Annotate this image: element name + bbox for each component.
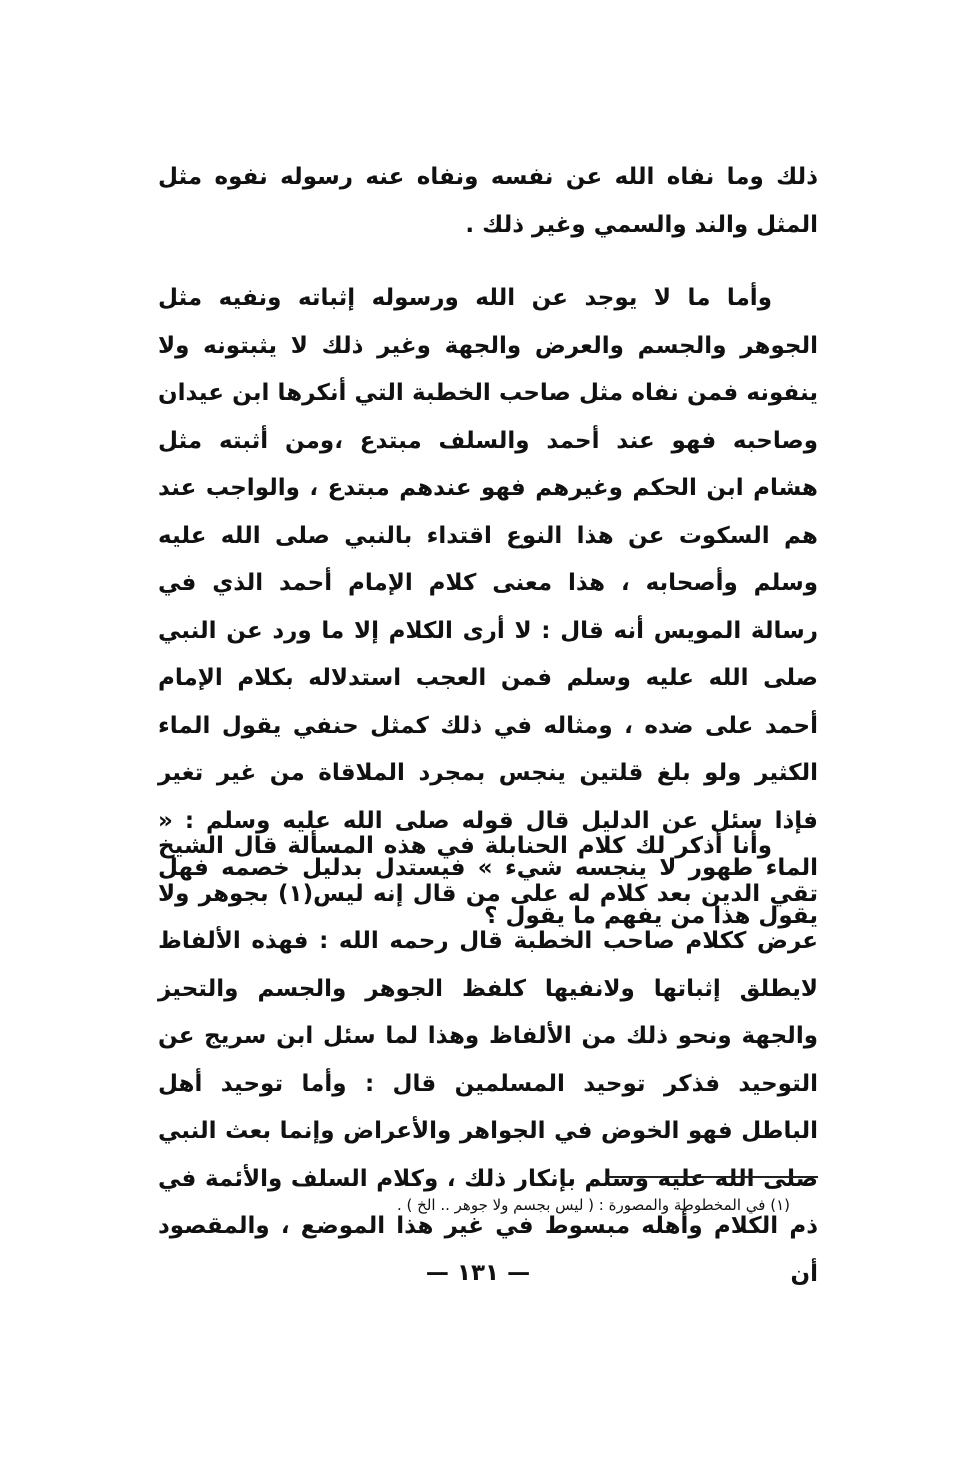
footnote: (١) في المخطوطة والمصورة : ( ليس بجسم ولا جوهر .. الخ ) .: [396, 1196, 790, 1214]
paragraph-2: وأما ما لا يوجد عن الله ورسوله إثباته ونفيه مثل الجوهر والجسم والعرض والجهة وغير ذلك لا يثبتونه ولا ينفونه فمن نفاه مثل صاحب الخطبة التي أنكرها ابن عيدان وصاحبه فهو عند أحمد والسلف مبتدع ،ومن أثبته مثل هشام ابن الحكم وغيرهم فهو عندهم مبتدع ، والواجب عند هم السكوت عن هذا النوع اقتداء بالنبي صلى الله عليه وسلم وأصحابه ، هذا معنى كلام الإمام أحمد الذي في رسالة المويس أنه قال : لا أرى الكلام إلا ما ورد عن النبي صلى الله عليه وسلم فمن العجب استدلاله بكلام الإمام أحمد على ضده ، ومثاله في ذلك كمثل حنفي يقول الماء الكثير ولو بلغ قلتين ينجس بمجرد الملاقاة من غير تغير فإذا سئل عن الدليل قال قوله صلى الله عليه وسلم : « الماء طهور لا ينجسه شيء » فيستدل بدليل خصمه فهل يقول هذا من يفهم ما يقول ؟: [158, 285, 818, 929]
paragraph-3: وأنا أذكر لك كلام الحنابلة في هذه المسألة قال الشيخ تقي الدين بعد كلام له على من قال إنه ليس(١) بجوهر ولا عرض ككلام صاحب الخطبة قال رحمه الله : فهذه الألفاظ لايطلق إثباتها ولانفيها كلفظ الجوهر والجسم والتحيز والجهة ونحو ذلك من الألفاظ وهذا لما سئل ابن سريج عن التوحيد فذكر توحيد المسلمين قال : وأما توحيد أهل الباطل فهو الخوض في الجواهر والأعراض وإنما بعث النبي صلى الله عليه وسلم بإنكار ذلك ، وكلام السلف والأئمة في ذم الكلام وأهله مبسوط في غير هذا الموضع ، والمقصود أن: [158, 833, 818, 1287]
footnote-divider: [606, 1176, 818, 1178]
page-number: — ١٣١ —: [425, 1260, 531, 1286]
paragraph-1: ذلك وما نفاه الله عن نفسه ونفاه عنه رسوله نفوه مثل المثل والند والسمي وغير ذلك .: [158, 164, 818, 238]
